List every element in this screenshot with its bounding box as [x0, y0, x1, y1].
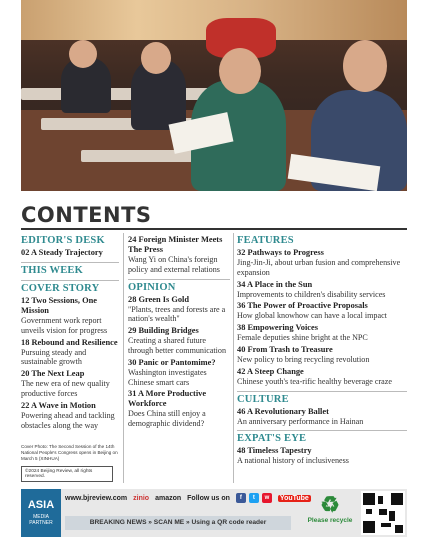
- section-culture: CULTURE: [237, 391, 407, 405]
- section-features: FEATURES: [237, 235, 294, 246]
- qr-code[interactable]: [361, 491, 405, 535]
- column-divider: [233, 233, 234, 483]
- amazon-link[interactable]: amazon: [155, 494, 182, 502]
- toc-item[interactable]: 48 Timeless Tapestry A national history of inclusiveness: [237, 446, 349, 466]
- section-expats-eye: EXPAT'S EYE: [237, 430, 407, 444]
- toc-item[interactable]: 34 A Place in the Sun Improvements to children's disability services: [237, 279, 386, 299]
- section-cover-story: COVER STORY: [21, 280, 119, 294]
- toc-item[interactable]: 36 The Power of Proactive Proposals How global knowhow can have a local impact: [237, 301, 387, 321]
- cover-photo: [21, 0, 407, 191]
- toc-item[interactable]: 40 From Trash to Treasure New policy to bring recycling revolution: [237, 344, 370, 364]
- section-this-week: THIS WEEK: [21, 262, 119, 276]
- column-divider: [123, 233, 124, 483]
- follow-label: Follow us on: [187, 494, 230, 502]
- toc-item[interactable]: 30 Panic or Pantomime? Washington investigates Chinese smart cars: [128, 357, 216, 387]
- asia-media-partner-logo: ASIA MEDIA PARTNER: [21, 489, 61, 537]
- website-link[interactable]: www.bjreview.com: [65, 494, 128, 502]
- social-icons: [236, 493, 272, 503]
- toc-item[interactable]: 20 The Next Leap The new era of new quality productive forces: [21, 369, 110, 398]
- toc-item[interactable]: 32 Pathways to Progress Jing-Jin-Ji, about urban fusion and comprehensive expansion: [237, 248, 401, 277]
- toc-item[interactable]: 18 Rebound and Resilience Pursuing steady and sustainable growth: [21, 337, 118, 367]
- column-2: [128, 233, 230, 429]
- weibo-icon[interactable]: w: [262, 493, 272, 503]
- toc-item[interactable]: 02 A Steady Trajectory: [21, 248, 103, 257]
- copyright-notice: ©2024 Beijing Review, all rights reserved.: [21, 466, 113, 482]
- zinio-link[interactable]: zinio: [133, 494, 150, 502]
- toc-item[interactable]: 28 Green Is Gold "Plants, trees and forests are a nation's wealth": [128, 294, 226, 324]
- column-3: [237, 233, 407, 466]
- breaking-news-strip: BREAKING NEWS » SCAN ME » Using a QR code reader: [65, 516, 291, 530]
- toc-item[interactable]: 22 A Wave in Motion Powering ahead and tackling obstacles along the way: [21, 400, 115, 430]
- toc-item[interactable]: 31 A More Productive Workforce Does China still enjoy a demographic dividend?: [128, 389, 207, 429]
- toc-item[interactable]: 24 Foreign Minister Meets The Press Wang Yi on China's foreign policy and external relations: [128, 235, 223, 274]
- toc-item[interactable]: 29 Building Bridges Creating a shared future through better communication: [128, 326, 226, 355]
- toc-item[interactable]: 38 Empowering Voices Female deputies shine bright at the NPC: [237, 323, 368, 343]
- column-1: [21, 233, 119, 430]
- toc-item[interactable]: 42 A Steep Change Chinese youth's tea-rific healthy beverage craze: [237, 366, 392, 386]
- recycle-badge: ♻ Please recycle: [304, 493, 356, 524]
- youtube-icon[interactable]: YouTube: [279, 494, 309, 502]
- section-editors-desk: EDITOR'S DESK: [21, 235, 105, 246]
- toc-item[interactable]: 12 Two Sessions, One Mission Government work report unveils vision for progress: [21, 296, 108, 335]
- footer-banner: [21, 489, 407, 537]
- title-rule: [21, 228, 407, 230]
- page-title: CONTENTS: [21, 203, 152, 227]
- recycle-icon: ♻: [320, 492, 340, 517]
- twitter-icon[interactable]: t: [249, 493, 259, 503]
- cover-photo-credit: Cover Photo: The Second Session of the 14th National People's Congress opens in Beijing on March 5 (XINHUA): [21, 444, 118, 461]
- facebook-icon[interactable]: f: [236, 493, 246, 503]
- toc-item[interactable]: 46 A Revolutionary Ballet An anniversary performance in Hainan: [237, 406, 364, 426]
- section-opinion: OPINION: [128, 279, 230, 293]
- footer-links: [65, 493, 311, 503]
